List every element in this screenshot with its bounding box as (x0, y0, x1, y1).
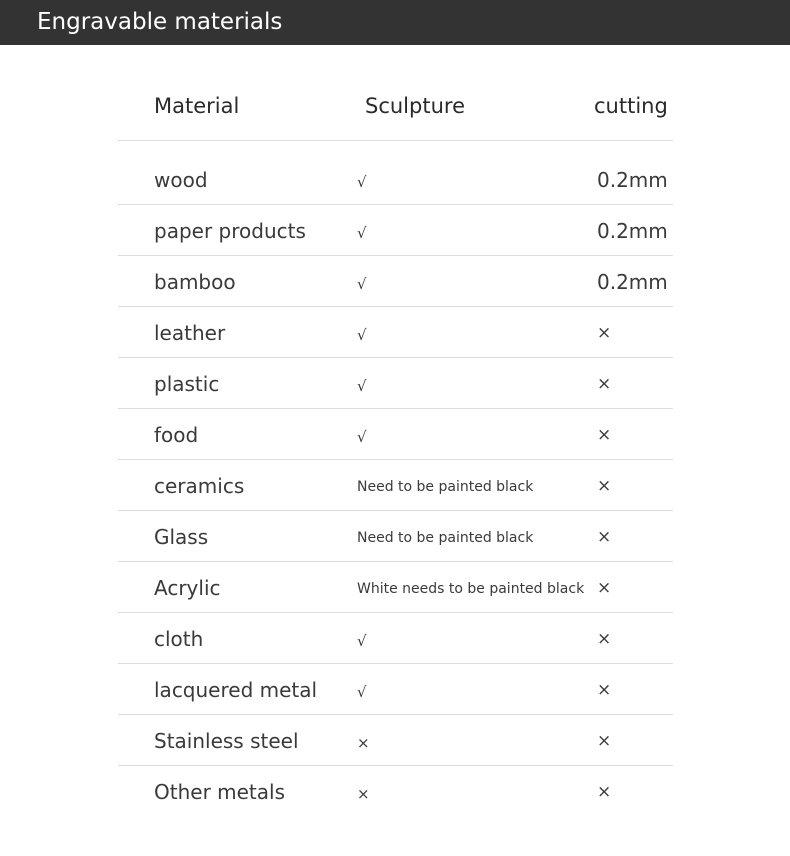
table-row (118, 664, 673, 715)
header-bar (0, 0, 790, 45)
material-cell: Glass (154, 525, 209, 549)
material-cell: Other metals (154, 780, 286, 804)
table-row (118, 460, 673, 511)
cutting-cell: × (597, 476, 612, 496)
column-header-sculpture: Sculpture (365, 94, 465, 118)
cutting-cell: × (597, 374, 612, 394)
material-cell: wood (154, 168, 208, 192)
table-row (118, 205, 673, 256)
cutting-cell: × (597, 425, 612, 445)
cutting-cell: × (597, 680, 612, 700)
table-row (118, 715, 673, 766)
column-header-material: Material (154, 94, 240, 118)
table-row (118, 511, 673, 562)
material-cell: Acrylic (154, 576, 221, 600)
material-cell: Stainless steel (154, 729, 299, 753)
sculpture-cell: √ (357, 275, 367, 293)
sculpture-cell: √ (357, 224, 367, 242)
table-row (118, 562, 673, 613)
table-row (118, 154, 673, 205)
cutting-cell: × (597, 323, 612, 343)
table-body (118, 141, 673, 816)
material-cell: lacquered metal (154, 678, 318, 702)
sculpture-cell: √ (357, 326, 367, 344)
cutting-cell: × (597, 731, 612, 751)
sculpture-cell: × (357, 734, 370, 752)
table-row (118, 307, 673, 358)
table-row (118, 256, 673, 307)
material-cell: cloth (154, 627, 204, 651)
table-row (118, 358, 673, 409)
sculpture-cell: √ (357, 428, 367, 446)
material-cell: leather (154, 321, 226, 345)
table-row (118, 409, 673, 460)
sculpture-cell: √ (357, 173, 367, 191)
materials-table (118, 70, 673, 816)
cutting-cell: × (597, 527, 612, 547)
table-row (118, 766, 673, 816)
material-cell: ceramics (154, 474, 245, 498)
sculpture-cell: Need to be painted black (357, 479, 534, 495)
sculpture-cell: √ (357, 377, 367, 395)
material-cell: bamboo (154, 270, 236, 294)
material-cell: food (154, 423, 199, 447)
table-row (118, 613, 673, 664)
table-header-row (118, 70, 673, 141)
sculpture-cell: √ (357, 632, 367, 650)
cutting-cell: × (597, 629, 612, 649)
cutting-cell: 0.2mm (597, 219, 668, 243)
cutting-cell: × (597, 578, 612, 598)
material-cell: paper products (154, 219, 306, 243)
sculpture-cell: √ (357, 683, 367, 701)
cutting-cell: 0.2mm (597, 270, 668, 294)
column-header-cutting: cutting (594, 94, 668, 118)
cutting-cell: 0.2mm (597, 168, 668, 192)
sculpture-cell: White needs to be painted black (357, 581, 585, 597)
page-title: Engravable materials (37, 9, 283, 35)
cutting-cell: × (597, 782, 612, 802)
sculpture-cell: Need to be painted black (357, 530, 534, 546)
sculpture-cell: × (357, 785, 370, 803)
material-cell: plastic (154, 372, 220, 396)
